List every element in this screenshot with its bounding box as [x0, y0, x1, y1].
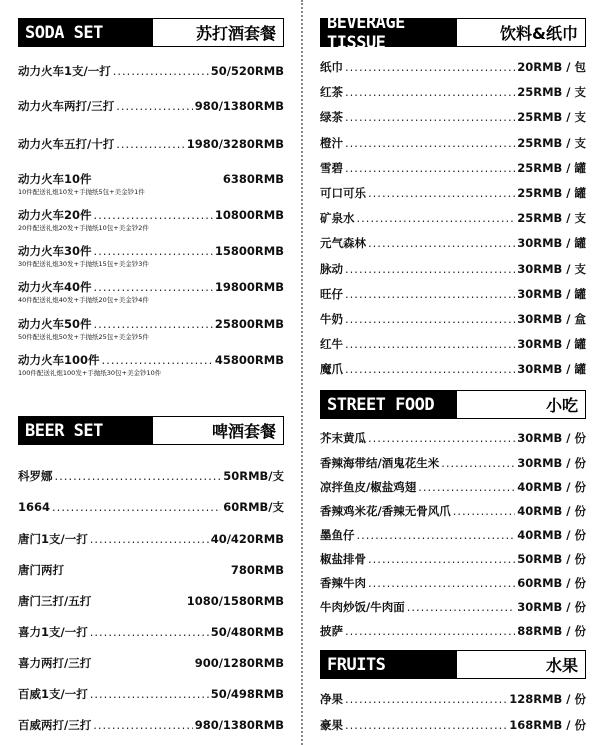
- fruits-title-en: FRUITS: [321, 651, 457, 678]
- item-note: 30件配送礼炮30发+手抛纸15包+美金钞3件: [18, 260, 149, 268]
- leader-dots: [345, 136, 515, 151]
- item-name: 绿茶: [320, 110, 343, 124]
- item-note: 40件配送礼炮40发+手抛纸20包+美金钞4件: [18, 296, 149, 304]
- item-price: 30RMB / 份: [517, 600, 586, 614]
- item-name: 元气森林: [320, 236, 366, 250]
- item-name: 可口可乐: [320, 186, 366, 200]
- menu-item: [18, 64, 284, 79]
- item-price: 30RMB / 罐: [517, 362, 586, 376]
- leader-dots: [90, 625, 209, 640]
- item-price: 60RMB / 份: [517, 576, 586, 590]
- menu-item: [320, 337, 586, 352]
- leader-dots: [357, 211, 516, 226]
- leader-dots: [94, 280, 213, 295]
- menu-item: [320, 136, 586, 151]
- leader-dots: [368, 236, 515, 251]
- menu-item: [18, 500, 284, 515]
- menu-item: [320, 236, 586, 251]
- item-name: 魔爪: [320, 362, 343, 376]
- menu-item: [320, 60, 586, 75]
- item-name: 墨鱼仔: [320, 528, 355, 542]
- item-price: 25RMB / 罐: [517, 161, 586, 175]
- item-name: 唐门三打/五打: [18, 594, 92, 608]
- leader-dots: [345, 287, 515, 302]
- menu-item: [320, 456, 586, 471]
- item-price: 6380RMB: [222, 172, 284, 186]
- leader-dots: [116, 137, 185, 152]
- beverage-tissue-title-en: BEVERAGE TISSUE: [321, 19, 457, 46]
- item-price: 88RMB / 份: [517, 624, 586, 638]
- item-price: 15800RMB: [214, 244, 284, 258]
- item-price: 19800RMB: [214, 280, 284, 294]
- leader-dots: [418, 480, 515, 495]
- item-price: 40/420RMB: [210, 532, 284, 546]
- item-name: 动力火车100件: [18, 353, 100, 367]
- menu-item: [18, 244, 284, 268]
- soda-set-header: [18, 18, 284, 47]
- item-price: 25RMB / 支: [517, 110, 586, 124]
- item-name: 香辣海带结/酒鬼花生米: [320, 456, 440, 470]
- menu-item: [320, 186, 586, 201]
- menu-item: [320, 528, 586, 543]
- item-name: 百威1支/一打: [18, 687, 88, 701]
- menu-item: [320, 718, 586, 733]
- item-name: 净果: [320, 692, 343, 706]
- item-name: 动力火车50件: [18, 317, 92, 331]
- item-price: 50RMB / 份: [517, 552, 586, 566]
- leader-dots: [345, 110, 515, 125]
- item-note: 100件配送礼炮100发+手抛纸30包+美金钞10件: [18, 369, 162, 377]
- menu-item: [320, 211, 586, 226]
- leader-dots: [116, 99, 193, 114]
- item-name: 雪碧: [320, 161, 343, 175]
- leader-dots: [345, 624, 515, 639]
- item-price: 50RMB/支: [223, 469, 284, 483]
- item-name: 香辣牛肉: [320, 576, 366, 590]
- item-price: 30RMB / 份: [517, 431, 586, 445]
- item-name: 椒盐排骨: [320, 552, 366, 566]
- item-price: 980/1380RMB: [194, 718, 284, 732]
- item-price: 168RMB / 份: [509, 718, 586, 732]
- item-price: 45800RMB: [214, 353, 284, 367]
- beer-set-title-zh: 啤酒套餐: [211, 422, 276, 441]
- item-name: 1664: [18, 500, 51, 514]
- menu-item: [320, 624, 586, 639]
- menu-item: [18, 594, 284, 609]
- leader-dots: [368, 552, 515, 567]
- menu-item: [320, 600, 586, 615]
- item-name: 科罗娜: [18, 469, 53, 483]
- menu-item: [18, 532, 284, 547]
- item-note: 10件配送礼炮10发+手抛纸5包+美金钞1件: [18, 188, 145, 196]
- street-food-title-en: STREET FOOD: [321, 391, 457, 418]
- item-name: 动力火车1支/一打: [18, 64, 111, 78]
- menu-item: [320, 312, 586, 327]
- item-price: 40RMB / 份: [517, 528, 586, 542]
- leader-dots: [357, 528, 516, 543]
- leader-dots: [368, 431, 515, 446]
- item-name: 动力火车五打/十打: [18, 137, 115, 151]
- item-name: 凉拌鱼皮/椒盐鸡翅: [320, 480, 417, 494]
- leader-dots: [441, 456, 515, 471]
- item-price: 900/1280RMB: [194, 656, 284, 670]
- street-food-header: [320, 390, 586, 419]
- menu-item: [320, 287, 586, 302]
- item-price: 128RMB / 份: [509, 692, 586, 706]
- menu-item: [18, 469, 284, 484]
- item-note: 50件配送礼炮50发+手抛纸25包+美金钞5件: [18, 333, 149, 341]
- leader-dots: [113, 64, 209, 79]
- menu-item: [320, 552, 586, 567]
- menu-item: [320, 262, 586, 277]
- item-name: 披萨: [320, 624, 343, 638]
- leader-dots: [90, 687, 209, 702]
- menu-item: [18, 137, 284, 152]
- item-price: 25RMB / 支: [517, 136, 586, 150]
- item-name: 红牛: [320, 337, 343, 351]
- item-name: 动力火车40件: [18, 280, 92, 294]
- leader-dots: [345, 312, 515, 327]
- item-price: 30RMB / 罐: [517, 287, 586, 301]
- item-price: 60RMB/支: [223, 500, 284, 514]
- fruits-header: [320, 650, 586, 679]
- item-name: 唐门两打: [18, 563, 64, 577]
- leader-dots: [345, 337, 515, 352]
- item-price: 25RMB / 罐: [517, 186, 586, 200]
- item-name: 脉动: [320, 262, 343, 276]
- item-price: 30RMB / 份: [517, 456, 586, 470]
- item-price: 50/520RMB: [210, 64, 284, 78]
- item-price: 1980/3280RMB: [186, 137, 284, 151]
- menu-item: [320, 504, 586, 519]
- street-food-title-zh: 小吃: [545, 396, 578, 415]
- leader-dots: [345, 161, 515, 176]
- item-name: 香辣鸡米花/香辣无骨风爪: [320, 504, 451, 518]
- item-name: 红茶: [320, 85, 343, 99]
- leader-dots: [345, 362, 515, 377]
- item-name: 动力火车10件: [18, 172, 92, 186]
- item-name: 牛奶: [320, 312, 343, 326]
- item-price: 25RMB / 支: [517, 85, 586, 99]
- item-price: 780RMB: [230, 563, 284, 577]
- menu-item: [320, 576, 586, 591]
- menu-item: [320, 692, 586, 707]
- item-name: 百威两打/三打: [18, 718, 92, 732]
- menu-item: [320, 110, 586, 125]
- menu-item: [18, 625, 284, 640]
- leader-dots: [55, 469, 222, 484]
- beer-set-header: [18, 416, 284, 445]
- leader-dots: [94, 317, 213, 332]
- column-divider: [301, 0, 303, 745]
- item-price: 1080/1580RMB: [186, 594, 284, 608]
- item-price: 30RMB / 罐: [517, 236, 586, 250]
- item-name: 芥末黄瓜: [320, 431, 366, 445]
- beverage-tissue-title-zh: 饮料&纸巾: [500, 24, 578, 43]
- menu-item: [320, 161, 586, 176]
- item-name: 动力火车20件: [18, 208, 92, 222]
- soda-set-title-en: SODA SET: [19, 19, 153, 46]
- leader-dots: [52, 500, 221, 515]
- item-name: 旺仔: [320, 287, 343, 301]
- leader-dots: [345, 262, 515, 277]
- leader-dots: [102, 353, 213, 368]
- item-note: 20件配送礼炮20发+手抛纸10包+美金钞2件: [18, 224, 149, 232]
- leader-dots: [368, 576, 515, 591]
- item-name: 豪果: [320, 718, 343, 732]
- item-name: 牛肉炒饭/牛肉面: [320, 600, 405, 614]
- item-price: 40RMB / 份: [517, 480, 586, 494]
- item-price: 20RMB / 包: [517, 60, 586, 74]
- leader-dots: [345, 718, 507, 733]
- item-name: 喜力1支/一打: [18, 625, 88, 639]
- item-price: 30RMB / 支: [517, 262, 586, 276]
- item-price: 50/480RMB: [210, 625, 284, 639]
- menu-item: [18, 317, 284, 341]
- item-price: 25800RMB: [214, 317, 284, 331]
- leader-dots: [407, 600, 516, 615]
- leader-dots: [93, 718, 193, 733]
- menu-item: [320, 431, 586, 446]
- menu-item: [18, 172, 284, 196]
- leader-dots: [94, 208, 213, 223]
- beverage-tissue-header: [320, 12, 586, 53]
- item-price: 50/498RMB: [210, 687, 284, 701]
- leader-dots: [453, 504, 516, 519]
- leader-dots: [345, 60, 515, 75]
- fruits-title-zh: 水果: [545, 656, 578, 675]
- item-name: 纸巾: [320, 60, 343, 74]
- item-price: 980/1380RMB: [194, 99, 284, 113]
- item-name: 橙汁: [320, 136, 343, 150]
- leader-dots: [94, 244, 213, 259]
- item-name: 喜力两打/三打: [18, 656, 92, 670]
- soda-set-title-zh: 苏打酒套餐: [195, 24, 276, 43]
- item-price: 10800RMB: [214, 208, 284, 222]
- menu-item: [320, 480, 586, 495]
- menu-item: [18, 718, 284, 733]
- leader-dots: [368, 186, 515, 201]
- menu-item: [320, 85, 586, 100]
- item-name: 矿泉水: [320, 211, 355, 225]
- beer-set-title-en: BEER SET: [19, 417, 153, 444]
- menu-item: [18, 99, 284, 114]
- leader-dots: [345, 692, 507, 707]
- menu-item: [18, 353, 284, 377]
- item-price: 30RMB / 盒: [517, 312, 586, 326]
- item-name: 动力火车两打/三打: [18, 99, 115, 113]
- menu-item: [18, 280, 284, 304]
- menu-item: [18, 687, 284, 702]
- leader-dots: [345, 85, 515, 100]
- leader-dots: [90, 532, 209, 547]
- menu-item: [18, 563, 284, 578]
- menu-item: [18, 208, 284, 232]
- item-price: 25RMB / 支: [517, 211, 586, 225]
- item-price: 40RMB / 份: [517, 504, 586, 518]
- menu-item: [18, 656, 284, 671]
- item-name: 唐门1支/一打: [18, 532, 88, 546]
- menu-item: [320, 362, 586, 377]
- item-price: 30RMB / 罐: [517, 337, 586, 351]
- item-name: 动力火车30件: [18, 244, 92, 258]
